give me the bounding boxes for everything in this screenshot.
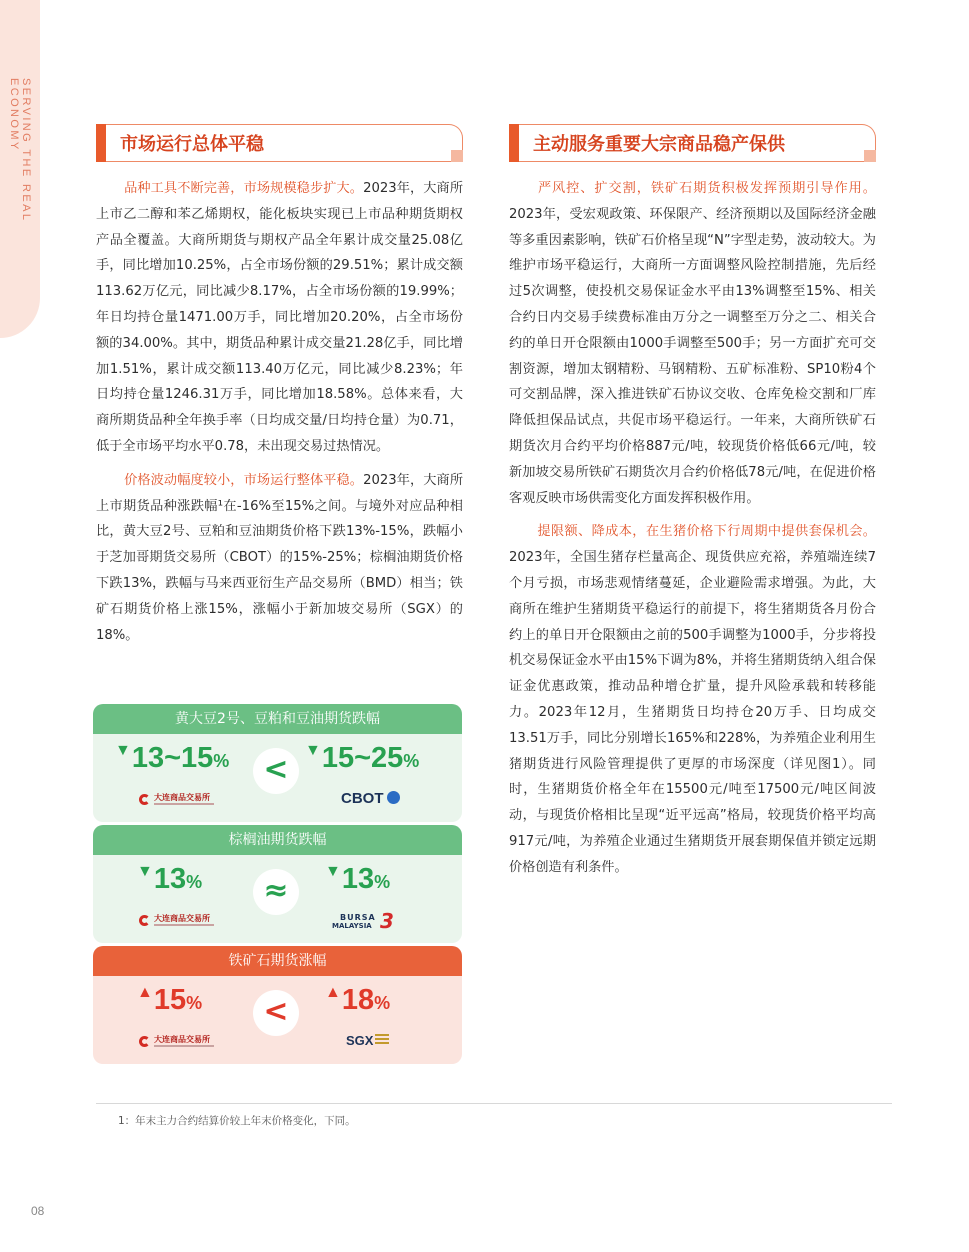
paragraph-lead: 提限额、降成本，在生猪价格下行周期中提供套保机会。	[537, 524, 876, 540]
paragraph	[96, 468, 463, 649]
dce-logo: 大连商品交易所	[139, 1034, 229, 1054]
comparison-symbol: ≈	[253, 869, 299, 915]
paragraph	[96, 176, 463, 460]
comparison-body	[93, 855, 462, 943]
paragraph-lead: 严风控、扩交割，铁矿石期货积极发挥预期引导作用。	[537, 181, 876, 196]
paragraph	[509, 519, 876, 880]
header-accent-bar	[96, 124, 106, 162]
footnote: 1：年末主力合约结算价较上年末价格变化，下同。	[118, 1115, 356, 1127]
left-column	[96, 124, 463, 656]
comparison-symbol: <	[253, 990, 299, 1036]
side-label: SERVING THE REAL ECONOMY	[8, 78, 32, 222]
comparison-symbol: <	[253, 748, 299, 794]
dce-value: ▼13~15%	[115, 742, 230, 774]
right-column	[509, 124, 876, 889]
comparison-title: 黄大豆2号、豆粕和豆油期货跌幅	[93, 704, 462, 734]
footnote-divider	[96, 1103, 892, 1104]
section-header-left	[96, 124, 463, 162]
foreign-value: ▼13%	[325, 863, 391, 895]
paragraph	[509, 176, 876, 511]
cbot-logo: CBOT	[341, 790, 400, 810]
comparison-body	[93, 976, 462, 1064]
bursa-malaysia-logo: BURSA MALAYSIA 3	[332, 909, 394, 933]
header-corner	[864, 150, 876, 162]
comparison-title: 铁矿石期货涨幅	[93, 946, 462, 976]
comparison-card-iron-ore	[93, 946, 462, 1064]
dce-value: ▲15%	[137, 984, 203, 1016]
page-number: 08	[31, 1204, 45, 1218]
header-corner	[451, 150, 463, 162]
paragraph-lead: 品种工具不断完善，市场规模稳步扩大。	[124, 181, 364, 196]
comparison-title: 棕榈油期货跌幅	[93, 825, 462, 855]
paragraph-body: 2023年，受宏观政策、环保限产、经济预期以及国际经济金融等多重因素影响，铁矿石价格呈现“N”字型走势，波动较大。为维护市场平稳运行，大商所一方面调整风险控制措施，先后经过5次调整，使投机交易保证金水平由13%调整至15%、相关合约日内交易手续费标准由万分之一调整至万分之二、相关合约的单日开仓限额由1000手调整至500手；另一方面扩充可交割资源，增加太钢精粉、马钢精粉、五矿标准粉、SP10粉4个可交割品牌，深入推进铁矿石协议交收、仓库免检交割和厂库降低担保品试点，共促市场平稳运行。一年来，大商所铁矿石期货次月合约平均价格887元/吨，较现货价格低66元/吨，较新加坡交易所铁矿石期货次月合约价格低78元/吨，在促进价格客观反映市场供需变化方面发挥积极作用。	[509, 206, 876, 506]
paragraph-body: 2023年，大商所上市期货品种涨跌幅¹在-16%至15%之间。与境外对应品种相比，黄大豆2号、豆粕和豆油期货价格下跌13%-15%，跌幅小于芝加哥期货交易所（CBOT）的15%-25%；棕榈油期货价格下跌13%，跌幅与马来西亚衍生产品交易所（BMD）相当；铁矿石期货价格上涨15%，涨幅小于新加坡交易所（SGX）的18%。	[96, 472, 464, 643]
section-title: 主动服务重要大宗商品稳产保供	[533, 134, 785, 155]
paragraph-body: 2023年，大商所上市乙二醇和苯乙烯期权，能化板块实现已上市品种期货期权产品全覆盖。大商所期货与期权产品全年累计成交量25.08亿手，同比增加10.25%，占全市场份额的29.51%；累计成交额113.62万亿元，同比减少8.17%，占全市场份额的19.99%；年日均持仓量1471.00万手，同比增加20.20%，占全市场份额的34.00%。其中，期货品种累计成交量21.28亿手，同比增加1.51%，累计成交额113.40万亿元，同比减少8.23%；年日均持仓量1246.31万手，同比增加18.58%。总体来看，大商所期货品种全年换手率（日均成交量/日均持仓量）为0.71，低于全市场平均水平0.78，未出现交易过热情况。	[96, 181, 464, 454]
comparison-body	[93, 734, 462, 822]
header-accent-bar	[509, 124, 519, 162]
dce-logo: 大连商品交易所	[139, 913, 229, 933]
foreign-value: ▼15~25%	[305, 742, 420, 774]
paragraph-body: 2023年，全国生猪存栏量高企、现货供应充裕，养殖端连续7个月亏损，市场悲观情绪蔓延，企业避险需求增强。为此，大商所在维护生猪期货平稳运行的前提下，将生猪期货各月份合约上的单日开仓限额由之前的500手调整为1000手，分步将投机交易保证金水平由15%下调为8%，并将生猪期货纳入组合保证金优惠政策，推动品种增仓扩量，提升风险承载和转移能力。2023年12月，生猪期货日均持仓20万手、日均成交13.51万手，同比分别增长165%和228%，为养殖企业利用生猪期货进行风险管理提供了更厚的市场深度（详见图1）。同时，生猪期货价格全年在15500元/吨至17500元/吨区间波动，与现货价格相比呈现“近平远高”格局，较现货价格平均高917元/吨，为养殖企业通过生猪期货开展套期保值并锁定远期价格创造有利条件。	[509, 550, 876, 875]
section-header-right	[509, 124, 876, 162]
comparison-card-soybean	[93, 704, 462, 822]
section-title: 市场运行总体平稳	[120, 134, 264, 155]
paragraph-lead: 价格波动幅度较小，市场运行整体平稳。	[124, 472, 364, 488]
sgx-bars-icon	[375, 1034, 389, 1046]
dce-value: ▼13%	[137, 863, 203, 895]
comparison-card-palm-oil	[93, 825, 462, 943]
dce-logo: 大连商品交易所	[139, 792, 229, 812]
foreign-value: ▲18%	[325, 984, 391, 1016]
sgx-logo: SGX	[346, 1033, 389, 1053]
globe-icon	[387, 791, 400, 804]
